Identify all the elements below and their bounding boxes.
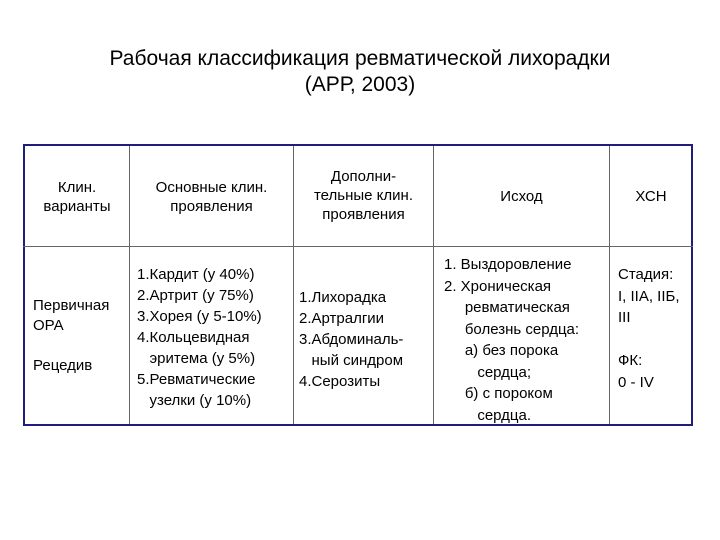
header-outcome: Исход bbox=[500, 188, 543, 205]
title-line-1: Рабочая классификация ревматической лихорадки bbox=[109, 47, 611, 70]
slide-title bbox=[0, 46, 720, 98]
cell-additional-manifestations: 1.Лихорадка 2.Артралгии 3.Абдоминаль- ный синдром 4.Серозиты bbox=[299, 289, 404, 390]
header-divider bbox=[23, 246, 693, 247]
header-main-manifestations: Основные клин. проявления bbox=[155, 179, 268, 215]
cell-main-manifestations: 1.Кардит (у 40%) 2.Артрит (у 75%) 3.Хорея (у 5-10%) 4.Кольцевидная эритема (у 5%) 5.Ревматические узелки (у 10%) bbox=[137, 266, 262, 409]
cell-variants: Первичная ОРА Рецедив bbox=[33, 297, 110, 374]
cell-hsn: Стадия: I, IIA, IIБ, III ФК: 0 - IV bbox=[618, 266, 680, 391]
header-hsn: ХСН bbox=[635, 188, 667, 205]
title-line-2: (АРР, 2003) bbox=[304, 73, 416, 96]
header-variants: Клин. варианты bbox=[43, 179, 111, 215]
header-additional-manifestations: Дополни- тельные клин. проявления bbox=[313, 168, 413, 223]
cell-outcome: 1. Выздоровление 2. Хроническая ревматическая болезнь сердца: а) без порока сердца; б) с пороком сердца. bbox=[444, 256, 580, 424]
